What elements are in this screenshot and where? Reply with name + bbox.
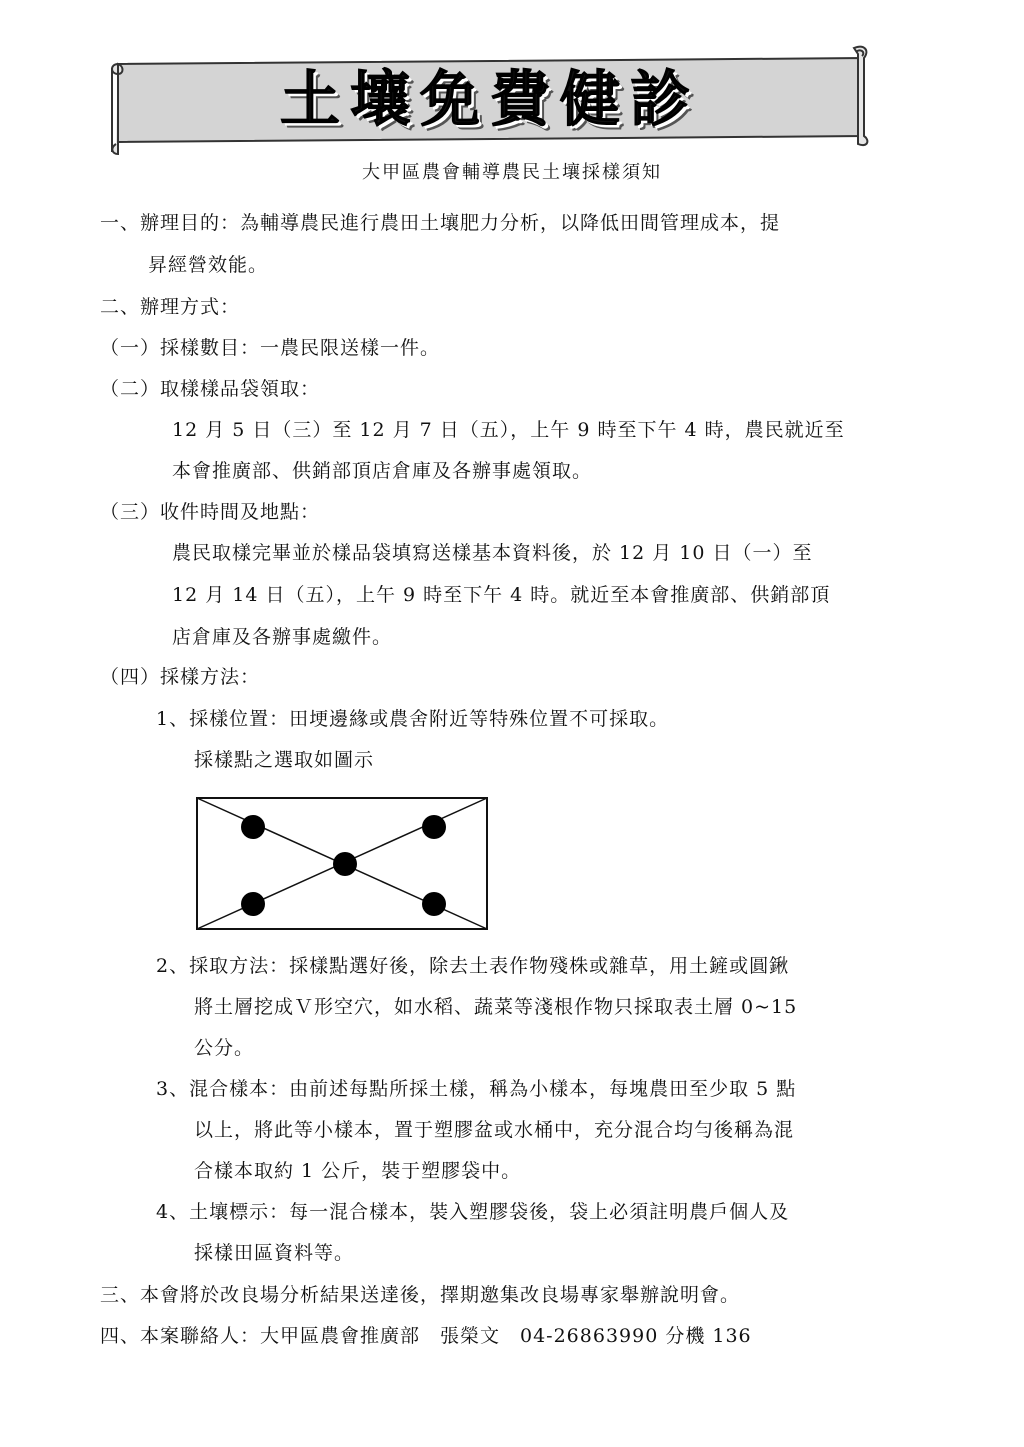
item-3-line-1: 農民取樣完畢並於樣品袋填寫送樣基本資料後，於 12 月 10 日（一）至 — [172, 542, 813, 564]
scroll-banner — [108, 44, 872, 156]
sample-point-center — [333, 852, 357, 876]
sample-point-top-left — [241, 815, 265, 839]
sample-point-top-right — [422, 815, 446, 839]
section-3: 三、本會將於改良場分析結果送達後，擇期邀集改良場專家舉辦說明會。 — [100, 1284, 741, 1306]
method-2-line-2: 將土層挖成Ｖ形空穴，如水稻、蔬菜等淺根作物只採取表土層 0~15 — [194, 996, 798, 1018]
section-1-line-2: 昇經營效能。 — [148, 254, 269, 276]
item-2-line-2: 本會推廣部、供銷部頂店倉庫及各辦事處領取。 — [172, 460, 593, 482]
document-subtitle: 大甲區農會輔導農民土壤採樣須知 — [362, 162, 662, 183]
sampling-points-diagram — [196, 797, 490, 933]
section-4-contact: 四、本案聯絡人：大甲區農會推廣部 張榮文 04-26863990 分機 136 — [100, 1325, 752, 1347]
item-2-heading: （二）取樣樣品袋領取： — [100, 378, 321, 400]
item-3-heading: （三）收件時間及地點： — [100, 501, 321, 523]
method-3-line-2: 以上，將此等小樣本，置于塑膠盆或水桶中，充分混合均勻後稱為混 — [194, 1119, 795, 1141]
item-4-heading: （四）採樣方法： — [100, 666, 261, 688]
item-3-line-3: 店倉庫及各辦事處繳件。 — [172, 626, 393, 648]
method-1-line-2: 採樣點之選取如圖示 — [194, 749, 375, 771]
item-1-sample-count: （一）採樣數目：一農民限送樣一件。 — [100, 337, 441, 359]
method-3-line-3: 合樣本取約 1 公斤，裝于塑膠袋中。 — [194, 1160, 522, 1182]
section-1-line-1: 一、辦理目的：為輔導農民進行農田土壤肥力分析，以降低田間管理成本，提 — [100, 212, 781, 234]
item-3-line-2: 12 月 14 日（五），上午 9 時至下午 4 時。就近至本會推廣部、供銷部頂 — [172, 584, 831, 606]
method-4-line-1: 4、土壤標示：每一混合樣本，裝入塑膠袋後，袋上必須註明農戶個人及 — [156, 1201, 790, 1223]
method-1-line-1: 1、採樣位置：田埂邊緣或農舍附近等特殊位置不可採取。 — [156, 708, 670, 730]
method-4-line-2: 採樣田區資料等。 — [194, 1242, 355, 1264]
sample-point-bottom-right — [422, 892, 446, 916]
method-2-line-1: 2、採取方法：採樣點選好後，除去土表作物殘株或雜草，用土鏟或圓鍬 — [156, 955, 790, 977]
sample-point-bottom-left — [241, 892, 265, 916]
method-2-line-3: 公分。 — [194, 1037, 255, 1059]
section-2-heading: 二、辦理方式： — [100, 296, 241, 318]
item-2-line-1: 12 月 5 日（三）至 12 月 7 日（五），上午 9 時至下午 4 時，農民就近至 — [172, 419, 845, 441]
method-3-line-1: 3、混合樣本：由前述每點所採土樣，稱為小樣本，每塊農田至少取 5 點 — [156, 1078, 797, 1100]
banner-title: 土壤免費健診 — [280, 65, 700, 135]
